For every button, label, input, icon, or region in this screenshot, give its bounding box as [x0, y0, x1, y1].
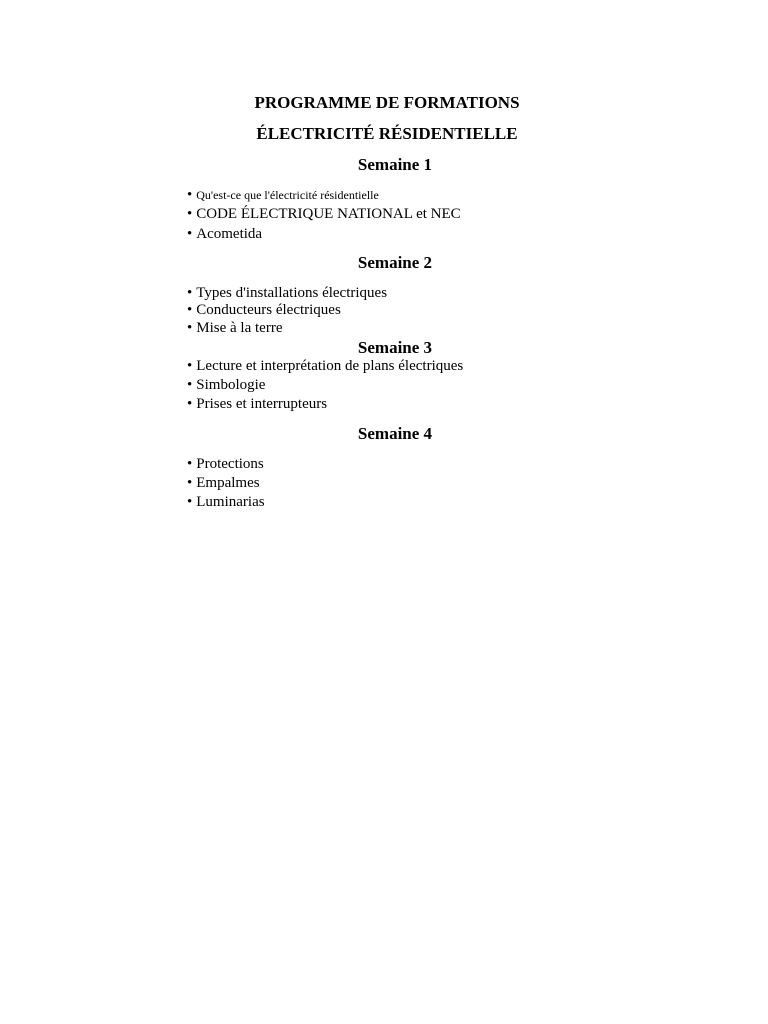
week-3-item-2-text: Simbologie [196, 377, 266, 393]
week-4-item-2-text: Empalmes [196, 475, 260, 491]
week-3-item-1 [187, 357, 463, 375]
week-2-item-1 [187, 284, 387, 302]
week-2-item-2 [187, 301, 341, 319]
week-4-item-3-text: Luminarias [196, 494, 265, 510]
week-1-item-2 [187, 205, 461, 223]
document-title-line1: PROGRAMME DE FORMATIONS [254, 93, 520, 112]
week-3-item-3 [187, 395, 327, 413]
bullet-icon: • [187, 475, 193, 491]
week-4-item-2 [187, 474, 260, 492]
bullet-icon: • [187, 494, 193, 510]
week-2-heading: Semaine 2 [357, 253, 433, 272]
bullet-icon: • [187, 226, 193, 242]
bullet-icon: • [187, 396, 193, 412]
week-4-item-1 [187, 455, 264, 473]
week-2-item-3-text: Mise à la terre [196, 320, 283, 336]
week-1-item-3-text: Acometida [196, 226, 263, 242]
week-2-item-1-text: Types d'installations électriques [196, 285, 388, 301]
week-1-item-1-text: Qu'est-ce que l'électricité résidentielle [196, 188, 379, 202]
document-title-line2: ÉLECTRICITÉ RÉSIDENTIELLE [256, 124, 518, 143]
week-4-item-3 [187, 493, 265, 511]
bullet-icon: • [187, 377, 193, 393]
week-2-item-3 [187, 319, 282, 337]
week-1-heading: Semaine 1 [357, 155, 433, 174]
bullet-icon: • [187, 206, 193, 222]
week-3-item-3-text: Prises et interrupteurs [196, 396, 328, 412]
bullet-icon: • [187, 456, 193, 472]
bullet-icon: • [187, 285, 193, 301]
week-1-item-2-text: CODE ÉLECTRIQUE NATIONAL et NEC [196, 206, 461, 222]
week-1-item-1 [187, 186, 379, 204]
week-4-heading: Semaine 4 [357, 424, 433, 443]
bullet-icon: • [187, 302, 193, 318]
bullet-icon: • [187, 320, 193, 336]
week-4-item-1-text: Protections [196, 456, 264, 472]
week-1-item-3 [187, 225, 262, 243]
week-3-item-1-text: Lecture et interprétation de plans électriques [196, 358, 464, 374]
bullet-icon: • [187, 358, 193, 374]
week-2-item-2-text: Conducteurs électriques [196, 302, 341, 318]
week-3-heading: Semaine 3 [357, 338, 433, 357]
week-3-item-2 [187, 376, 265, 394]
bullet-icon: • [187, 187, 193, 203]
